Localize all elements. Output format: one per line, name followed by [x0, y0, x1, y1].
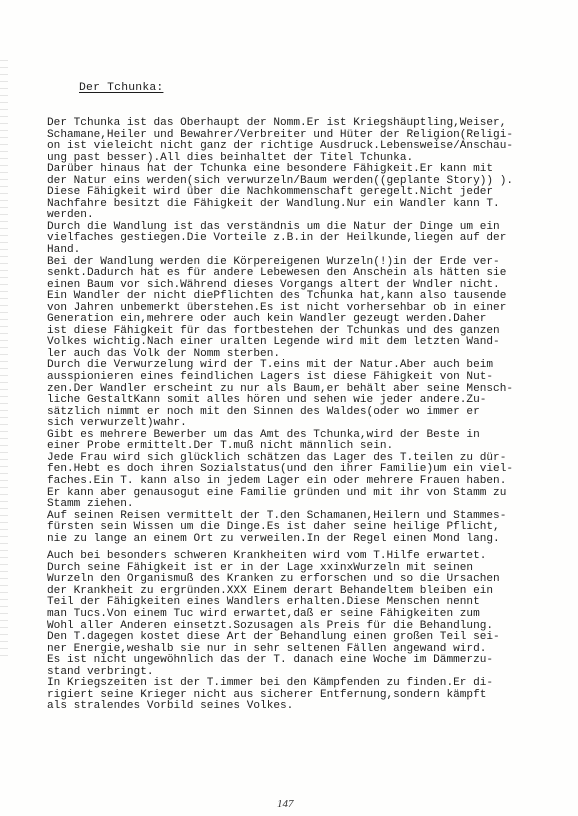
text-line: on ist vieleicht nicht ganz der richtige Ausdruck.Lebensweise/Anschau-	[47, 140, 514, 153]
text-line: Teil der Fähigkeiten eines Wandlers erhalten.Diese Menschen nennt	[47, 596, 480, 609]
text-line: fürsten sein Wissen um die Dinge.Es ist daher seine heilige Pflicht,	[47, 521, 500, 534]
text-line: als stralendes Vorbild seines Volkes.	[47, 700, 294, 713]
text-line: man Tucs.Von einem Tuc wird erwartet,daß er seine Fähigkeiten zum	[47, 607, 480, 620]
text-line: der Natur eins werden(sich verwurzeln/Baum werden((geplante Story)) ).	[47, 174, 514, 187]
text-line: ler auch das Volk der Nomm sterben.	[47, 347, 281, 360]
text-line: Es ist nicht ungewöhnlich das der T. danach eine Woche im Dämmerzu-	[47, 654, 494, 667]
text-line: nie zu lange an einem Ort zu verweilen.In der Regel einen Mond lang.	[47, 532, 500, 545]
text-line: ung past besser).All dies beinhaltet der Titel Tchunka.	[47, 151, 414, 164]
text-line: Ein Wandler der nicht diePflichten des Tchunka hat,kann also tausende	[47, 290, 507, 303]
text-line: Stamm ziehen.	[47, 498, 134, 511]
text-line: ausspionieren eines feindlichen Lagers ist diese Fähigkeit von Nut-	[47, 371, 494, 384]
text-line: der Krankheit zu ergründen.XXX Einem derart Behandeltem bleiben ein	[47, 584, 494, 597]
text-line: Volkes wichtig.Nach einer uralten Legende wird mit dem letzten Wand-	[47, 336, 500, 349]
text-line: werden.	[47, 209, 94, 222]
text-line: senkt.Dadurch hat es für andere Lebewesen den Anschein als hätten sie	[47, 267, 507, 280]
document-title: Der Tchunka:	[79, 82, 164, 94]
text-line: stand verbringt.	[47, 665, 154, 678]
text-line: Er kann aber genausogut eine Familie gründen und mit ihr von Stamm zu	[47, 486, 507, 499]
text-line: Schamane,Heiler und Bewahrer/Verbreiter und Hüter der Religion(Religi-	[47, 128, 514, 141]
text-line: Durch seine Fähigkeit ist er in der Lage xxinxWurzeln mit seinen	[47, 561, 474, 574]
text-line: sich verwurzelt)wahr.	[47, 417, 187, 430]
text-line: Diese Fähigkeit wird über die Nachkommenschaft geregelt.Nicht jeder	[47, 186, 494, 199]
binder-hole-marks	[0, 60, 8, 660]
text-line: rigiert seine Krieger nicht aus sicherer Entfernung,sondern kämpft	[47, 688, 487, 701]
text-line: Nachfahre besitzt die Fähigkeit der Wandlung.Nur ein Wandler kann T.	[47, 197, 500, 210]
text-line: Jede Frau wird sich glücklich schätzen das Lager des T.teilen zu dür-	[47, 451, 507, 464]
text-line: sätzlich nimmt er noch mit den Sinnen des Waldes(oder wo immer er	[47, 405, 480, 418]
text-line: ner Energie,weshalb sie nur in sehr seltenen Fällen angewand wird.	[47, 642, 487, 655]
text-line: einer Probe ermittelt.Der T.muß nicht männlich sein.	[47, 440, 394, 453]
text-line: Durch die Wandlung ist das verständnis um die Natur der Dinge um ein	[47, 220, 500, 233]
text-line: In Kriegszeiten ist der T.immer bei den Kämpfenden zu finden.Er di-	[47, 677, 494, 690]
text-line: Gibt es mehrere Bewerber um das Amt des Tchunka,wird der Beste in	[47, 428, 480, 441]
text-line: Darüber hinaus hat der Tchunka eine besondere Fähigkeit.Er kann mit	[47, 163, 494, 176]
text-line: Der Tchunka ist das Oberhaupt der Nomm.Er ist Kriegshäuptling,Weiser,	[47, 117, 507, 129]
text-line: liche GestaltKann somit alles hören und sehen wie jeder andere.Zu-	[47, 394, 487, 407]
page-number: 147	[277, 798, 294, 810]
text-line: faches.Ein T. kann also in jedem Lager ein oder mehrere Frauen haben.	[47, 474, 507, 487]
text-line: Bei der Wandlung werden die Körpereigenen Wurzeln(!)in der Erde ver-	[47, 255, 500, 268]
text-line: fen.Hebt es doch ihren Sozialstatus(und den ihrer Familie)um ein viel-	[47, 463, 514, 476]
text-line: ist diese Fähigkeit für das fortbestehen der Tchunkas und des ganzen	[47, 324, 500, 337]
text-line: Auf seinen Reisen vermittelt der T.den Schamanen,Heilern und Stammes-	[47, 509, 507, 522]
text-line: Durch die Verwurzelung wird der T.eins mit der Natur.Aber auch beim	[47, 359, 494, 372]
text-line: Wurzeln den Organismuß des Kranken zu erforschen und so die Ursachen	[47, 573, 500, 586]
text-line: Auch bei besonders schweren Krankheiten wird vom T.Hilfe erwartet.	[47, 550, 487, 563]
text-line: Wohl aller Anderen einsetzt.Sozusagen als Preis für die Behandlung.	[47, 619, 494, 632]
typewritten-body	[47, 118, 557, 713]
text-line: einen Baum vor sich.Während dieses Vorgangs altert der Wndler nicht.	[47, 278, 500, 291]
text-line: von Jahren unbemerkt überstehen.Es ist nicht vorhersehbar ob in einer	[47, 301, 507, 314]
text-line: Den T.dagegen kostet diese Art der Behandlung einen großen Teil sei-	[47, 631, 500, 644]
text-line: zen.Der Wandler erscheint zu nur als Baum,er behält aber seine Mensch-	[47, 382, 514, 395]
text-line: vielfaches gestiegen.Die Vorteile z.B.in der Heilkunde,liegen auf der	[47, 232, 507, 245]
text-line: Hand.	[47, 244, 81, 257]
text-line: Generation ein,mehrere oder auch kein Wandler gezeugt werden.Daher	[47, 313, 487, 326]
